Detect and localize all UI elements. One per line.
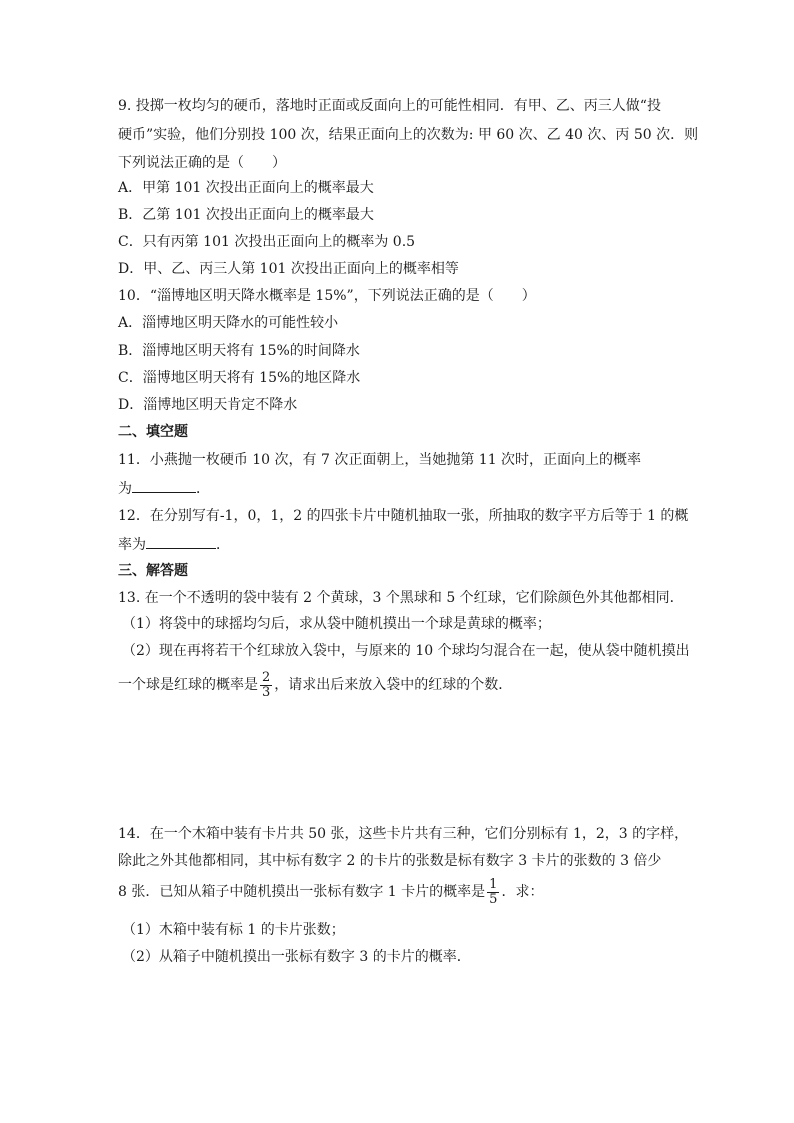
q11-prefix: 为 <box>118 481 132 497</box>
q12-stem-line2 <box>118 534 230 555</box>
q14-stem-line3 <box>118 873 543 911</box>
q9-stem-line2: 硬币”实验，他们分别投 100 次，结果正面向上的次数为: 甲 60 次、乙 40 次、丙 50 次．则 <box>118 127 699 143</box>
q13-fraction-numerator: 2 <box>262 669 271 685</box>
q10-option-a: A．淄博地区明天降水的可能性较小 <box>118 315 339 331</box>
q13-part1: （1）将袋中的球摇均匀后，求从袋中随机摸出一个球是黄球的概率； <box>122 616 551 632</box>
q14-fraction-denominator: 5 <box>489 891 498 907</box>
section-heading-fill-blank: 二、填空题 <box>118 424 188 440</box>
q10-option-c: C．淄博地区明天将有 15%的地区降水 <box>118 370 361 386</box>
q14-part2: （2）从箱子中随机摸出一张标有数字 3 的卡片的概率． <box>122 949 471 965</box>
q14-part1: （1）木箱中装有标 1 的卡片张数； <box>122 922 345 938</box>
q13-fraction-denominator: 3 <box>262 684 271 700</box>
q13-part2-prefix: 一个球是红球的概率是 <box>118 677 258 693</box>
q14-fraction <box>487 878 499 907</box>
q12-answer-blank <box>146 534 216 549</box>
q14-stem-line1: 14．在一个木箱中装有卡片共 50 张，这些卡片共有三种，它们分别标有 1，2，3 的字样， <box>118 826 689 842</box>
q13-part2-line2 <box>118 666 512 704</box>
q10-option-b: B．淄博地区明天将有 15%的时间降水 <box>118 343 360 359</box>
q11-answer-blank <box>132 478 196 493</box>
q13-part2-line1: （2）现在再将若干个红球放入袋中，与原来的 10 个球均匀混合在一起，使从袋中随机摸出 <box>122 643 690 659</box>
q13-stem: 13. 在一个不透明的袋中装有 2 个黄球，3 个黑球和 5 个红球，它们除颜色外其他都相同． <box>118 590 684 606</box>
q12-prefix: 率为 <box>118 537 146 553</box>
q14-fraction-numerator: 1 <box>489 876 498 892</box>
q9-option-c: C．只有丙第 101 次投出正面向上的概率为 0.5 <box>118 234 416 250</box>
q11-stem-line1: 11．小燕抛一枚硬币 10 次，有 7 次正面朝上，当她抛第 11 次时，正面向上的概率 <box>118 452 642 468</box>
q9-option-d: D．甲、乙、丙三人第 101 次投出正面向上的概率相等 <box>118 261 459 277</box>
q10-option-d: D．淄博地区明天肯定不降水 <box>118 397 298 413</box>
section-heading-solve: 三、解答题 <box>118 563 188 579</box>
q12-suffix: ． <box>216 537 230 553</box>
q11-suffix: ． <box>196 481 210 497</box>
q13-part2-suffix: ，请求出后来放入袋中的红球的个数． <box>274 677 513 693</box>
q9-option-a: A．甲第 101 次投出正面向上的概率最大 <box>118 180 374 196</box>
q14-line3-suffix: ．求： <box>501 884 544 900</box>
q9-stem-line1: 9. 投掷一枚均匀的硬币，落地时正面或反面向上的可能性相同．有甲、乙、丙三人做“投 <box>118 98 661 114</box>
q13-fraction <box>260 671 272 700</box>
q14-stem-line2: 除此之外其他都相同，其中标有数字 2 的卡片的张数是标有数字 3 卡片的张数的 3 倍少 <box>118 853 662 869</box>
q14-line3-prefix: 8 张．已知从箱子中随机摸出一张标有数字 1 卡片的概率是 <box>118 884 486 900</box>
q11-stem-line2 <box>118 478 210 499</box>
q10-stem: 10．“淄博地区明天降水概率是 15%”，下列说法正确的是（ ） <box>118 288 536 304</box>
q12-stem-line1: 12．在分别写有-1，0，1，2 的四张卡片中随机抽取一张，所抽取的数字平方后等于 1 的概 <box>118 508 689 524</box>
q9-stem-line3: 下列说法正确的是（ ） <box>118 155 286 171</box>
q9-option-b: B．乙第 101 次投出正面向上的概率最大 <box>118 207 374 223</box>
